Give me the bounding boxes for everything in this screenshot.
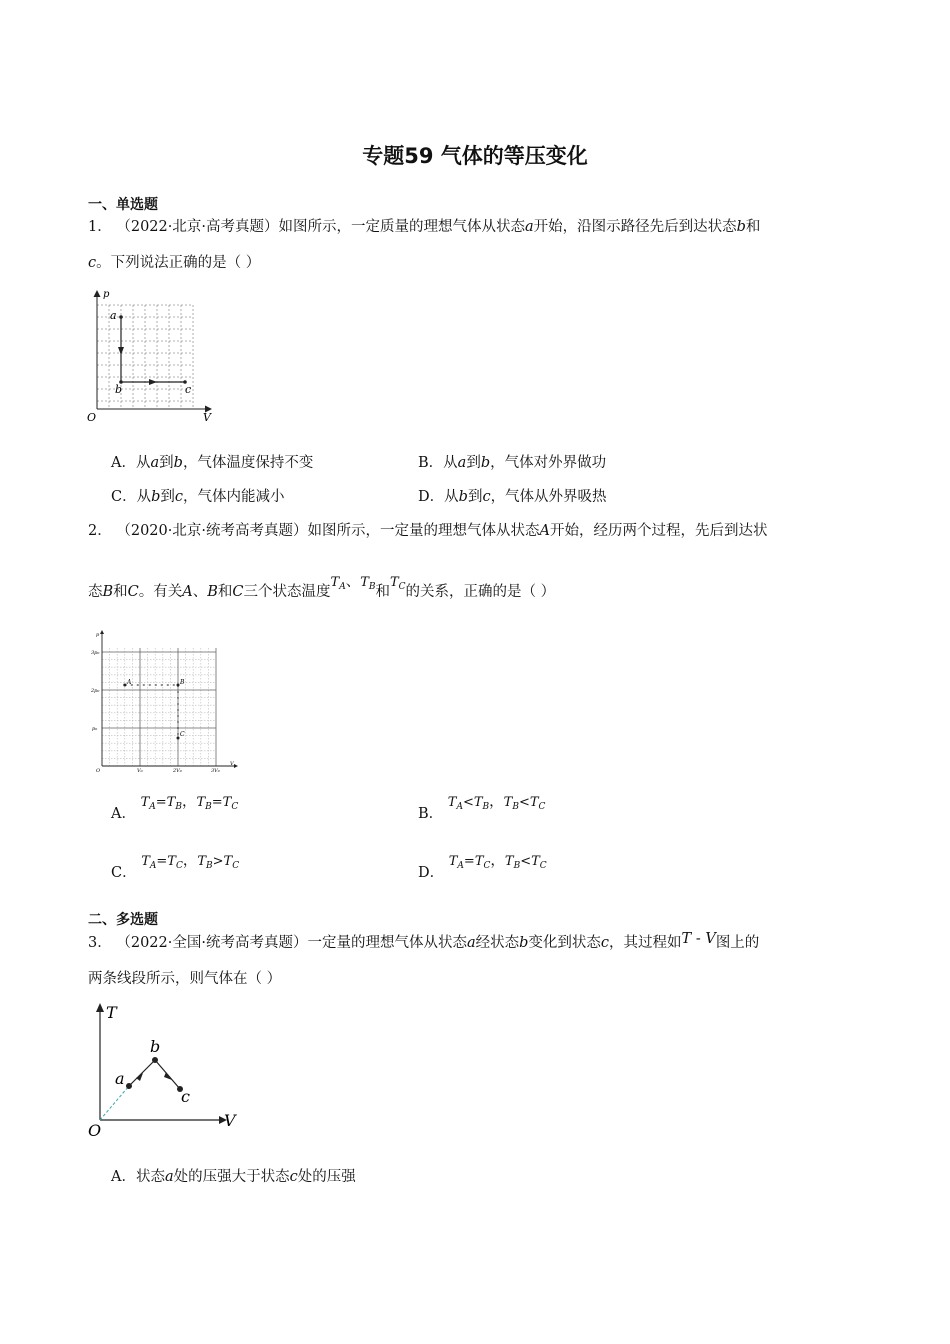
math-op: =T [463,854,484,869]
math-sub: B [512,802,519,812]
q1-var-c: c [88,255,97,271]
q3-label-o: O [88,1121,102,1140]
q3-source: （2022·全国·统考高考真题） [116,935,308,951]
math-sub: C [175,861,183,871]
math-comma: ， [181,794,197,810]
option-text: 从 [136,489,152,505]
q2-temps [331,574,376,590]
q1-arrow-down-icon [118,347,124,355]
math-sub: C [398,582,406,592]
q2-option-c[interactable] [111,849,240,881]
q3-arrow-bc-icon [164,1072,172,1080]
math-t: T [140,795,150,810]
q2-v-arrow-icon [234,764,238,768]
q2-text: 开始，经历两个过程，先后到达状 [549,523,768,539]
q2-xtick-1: V₀ [137,768,143,773]
q3-var: a [466,935,476,951]
q1-text: 如图所示，一定质量的理想气体从状态 [278,219,525,235]
option-letter: D． [418,865,445,881]
q1-source: （2022·北京·高考真题） [116,219,279,235]
math-t: T [447,795,457,810]
option-text: ，气体从外界吸热 [490,489,607,505]
q1-var-b: b [736,219,746,235]
q2-label-p: p [96,632,100,638]
section-multi-choice: 二、多选题 [88,912,158,928]
math-sub: B [368,582,376,592]
math-sub: A [149,861,157,871]
option-letter: C． [111,489,137,505]
option-letter: B． [418,455,444,471]
q2-major-grid [102,648,216,766]
q2-option-d[interactable] [418,849,547,881]
q3-text: 一定量的理想气体从状态 [307,935,467,951]
option-var: b [480,455,491,471]
option-var: a [150,455,160,471]
math-sub: C [538,802,546,812]
q3-text: 经状态 [475,935,520,951]
q2-label-o: O [96,768,101,773]
math-op: <T [462,795,483,810]
q2-stem-line2 [88,574,556,607]
q3-label-v: V [224,1111,236,1130]
math-sub: B [175,802,182,812]
math-comma: ， [182,853,198,869]
q3-t-arrow-icon [96,1003,104,1012]
math-op: =T [155,795,176,810]
math-sub: A [456,802,463,812]
q2-ytick-3: 3p₀ [91,650,100,656]
math-op: >T [212,854,233,869]
q2-ytick-2: 2p₀ [91,688,100,694]
q1-label-b: b [115,383,123,396]
math-comma: ， [490,853,505,869]
page-title: 专题59 气体的等压变化 [362,144,588,168]
q1-option-d[interactable] [418,485,607,506]
option-text: 到 [159,455,174,471]
q1-label-o: O [87,411,97,424]
q2-p-arrow-icon [100,630,104,634]
math-t: T [196,795,206,810]
q2-fine-grid [102,648,216,766]
q2-text: 和 [113,584,128,600]
math-comma: ， [489,794,504,810]
math-t: T [330,575,340,590]
q2-var: C [232,584,244,600]
q1-text: 。下列说法正确的是（ ） [96,255,261,271]
option-letter: D． [418,489,445,505]
q2-point-a [123,684,126,687]
option-var: b [458,489,468,505]
q3-option-a[interactable] [111,1165,356,1186]
q3-var: c [600,935,610,951]
q2-xtick-3: 3V₀ [211,768,220,773]
option-letter: A． [111,455,136,471]
option-var: b [173,455,183,471]
option-letter: A． [111,1169,136,1185]
q1-option-c[interactable] [111,485,285,506]
q3-stem-line2: 两条线段所示，则气体在（ ） [88,971,282,987]
option-text: 状态 [135,1169,165,1185]
q3-number: 3． [88,935,112,951]
q2-option-b[interactable] [418,790,546,822]
q1-label-p: p [103,289,110,300]
q2-label-c: C [180,731,185,738]
option-text: ，气体内能减小 [183,489,285,505]
section-single-choice: 一、单选题 [88,197,158,213]
q2-text: 、 [345,574,361,590]
q3-label-t: T [106,1003,117,1022]
q2-pv-graph [88,628,238,773]
math-t: T [448,854,458,869]
math-sub: B [206,861,213,871]
q3-text: 变化到状态 [528,935,601,951]
q1-number: 1． [88,219,112,235]
q3-text: ，其过程如 [609,935,682,951]
q2-var: A [182,584,193,600]
q3-label-c: c [181,1087,190,1106]
math-sub: C [539,861,547,871]
option-text: 从 [443,455,458,471]
q3-label-b: b [150,1037,161,1056]
q2-label-v: V [230,761,234,767]
option-letter: C． [111,865,137,881]
option-text: 到 [160,489,175,505]
math-op: =T [211,795,232,810]
q2-label-a: A [127,679,132,686]
option-text: ，气体温度保持不变 [182,455,314,471]
option-text: 处的压强大于状态 [173,1169,290,1185]
q2-stem-line1 [88,521,767,541]
q3-arrow-ab-icon [136,1073,143,1081]
q2-text: 、 [192,584,208,600]
math-op: <T [518,795,539,810]
q2-text: 的关系，正确的是（ ） [405,584,556,600]
q2-xtick-2: 2V₀ [173,768,182,773]
math-op: =T [156,854,176,869]
math-t: T [360,575,369,590]
q3-dashed-line [100,1086,129,1120]
q1-label-v: V [203,411,211,424]
q2-label-b: B [180,679,185,686]
q2-text: 三个状态温度 [243,584,331,600]
q3-point-b [152,1057,158,1063]
q2-var: B [207,584,218,600]
q3-path-ab [129,1060,155,1086]
math-sub: C [483,861,491,871]
q3-tv-graph [85,998,240,1143]
math-t: T [141,854,150,869]
q1-var-a: a [524,219,534,235]
q2-text: 如图所示，一定量的理想气体从状态 [307,523,540,539]
math-sub: B [513,861,521,871]
q1-arrow-right-icon [149,379,157,385]
q3-label-a: a [115,1069,125,1088]
math-sub: B [205,802,212,812]
math-t: T [197,854,207,869]
q1-text: 和 [745,219,761,235]
option-text: 从 [135,455,151,471]
option-text: 到 [467,489,483,505]
q3-tv-math: T - V [681,931,716,947]
q2-text: 。有关 [138,584,183,600]
q2-text: 和 [375,584,390,600]
math-sub: B [482,802,490,812]
math-t: T [389,575,399,590]
option-text: 到 [466,455,481,471]
option-text: ，气体对外界做功 [490,455,607,471]
option-var: a [164,1169,174,1185]
q2-source: （2020·北京·统考高考真题） [116,523,308,539]
q2-ytick-1: p₀ [92,726,98,732]
math-sub: A [339,582,346,592]
option-letter: A． [111,806,136,822]
q2-var: A [539,523,550,539]
q1-stem-line2 [88,253,260,273]
option-text: 处的压强 [297,1169,356,1185]
math-sub: A [457,861,464,871]
q3-var: b [519,935,529,951]
math-t: T [503,795,513,810]
q2-var: C [127,584,139,600]
option-letter: B． [418,806,444,822]
q1-label-c: c [185,383,192,396]
q1-text: 开始，沿图示路径先后到达状态 [533,219,737,235]
q2-text: 和 [217,584,233,600]
q2-number: 2． [88,523,112,539]
math-t: T [504,854,514,869]
q3-stem-line1 [88,933,759,953]
option-var: b [151,489,161,505]
q3-text: 图上的 [715,935,760,951]
q2-option-a[interactable] [111,790,239,822]
option-var: c [174,489,184,505]
option-var: c [289,1169,298,1185]
q1-pv-graph [85,285,215,425]
q2-text: 态 [88,584,103,600]
q1-option-a[interactable] [111,451,313,472]
math-op: <T [520,854,540,869]
option-var: c [482,489,491,505]
option-text: 从 [444,489,459,505]
math-sub: C [232,861,240,871]
q1-point-a [119,315,123,319]
option-var: a [457,455,467,471]
q3-point-a [126,1083,132,1089]
math-sub: A [149,802,156,812]
q1-stem-line1 [88,217,760,237]
q1-option-b[interactable] [418,451,606,472]
math-sub: C [231,802,239,812]
q1-label-a: a [110,309,117,322]
q2-var: B [102,584,114,600]
